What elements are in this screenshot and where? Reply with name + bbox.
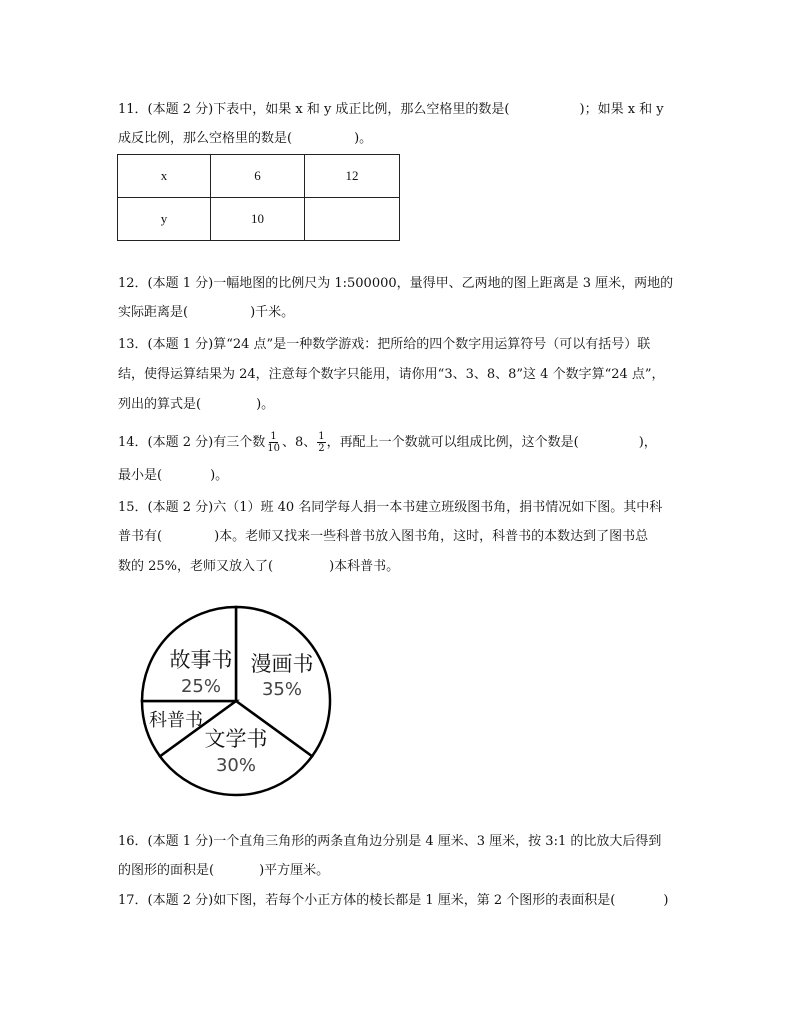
q17-text-b: ): [663, 893, 669, 908]
q14-text-d: )，: [638, 435, 657, 450]
q16-text-b: )平方厘米。: [259, 863, 330, 878]
pie-slice-label: 科普书: [149, 710, 203, 731]
table-cell: 10: [211, 198, 305, 241]
fraction-one-half: [317, 431, 325, 454]
q12-line2: [118, 303, 294, 323]
q17-line1: [118, 891, 668, 911]
q14-text-a: 14．(本题 2 分)有三个数: [118, 435, 266, 450]
table-row: [118, 155, 400, 198]
pie-slice-percent: 25%: [180, 676, 222, 697]
q15-text-d: )本科普书。: [329, 559, 400, 574]
fraction-denominator: 10: [267, 443, 280, 454]
q14-line2: [118, 466, 228, 486]
q15-line1: 15．(本题 2 分)六（1）班 40 名同学每人捐一本书建立班级图书角，捐书情况如下图。其中科: [118, 500, 663, 515]
q11-text-d: )。: [354, 131, 373, 146]
q13-text-a: 列出的算式是(: [118, 397, 202, 412]
book-pie-chart: [136, 605, 336, 805]
q11-text-a: 11．(本题 2 分)下表中，如果 x 和 y 成正比例，那么空格里的数是(: [118, 102, 510, 117]
q13-text-b: )。: [256, 397, 275, 412]
q15-line2: [118, 527, 648, 547]
q11-line2: [118, 129, 372, 149]
table-row: [118, 198, 400, 241]
q14-text-c: ，再配上一个数就可以组成比例，这个数是(: [326, 435, 579, 450]
q11-table: [117, 154, 400, 241]
fraction-one-tenth: [266, 431, 281, 454]
q16-line1: 16．(本题 1 分)一个直角三角形的两条直角边分别是 4 厘米、3 厘米，按 3:1 的比放大后得到: [118, 834, 662, 849]
q15-line3: [118, 557, 399, 577]
q14-text-b: 、8、: [281, 435, 317, 450]
pie-slice-percent: 35%: [261, 679, 303, 700]
q14-text-e: 最小是(: [118, 468, 163, 483]
pie-slice-percent: 30%: [215, 755, 257, 776]
table-cell: y: [118, 198, 211, 241]
q12-line1: 12．(本题 1 分)一幅地图的比例尺为 1:500000，量得甲、乙两地的图上距离是 3 厘米，两地的: [118, 276, 674, 291]
q15-text-b: )本。老师又找来一些科普书放入图书角，这时，科普书的本数达到了图书总: [214, 529, 649, 544]
q12-text-b: )千米。: [250, 305, 295, 320]
fraction-numerator: 1: [270, 431, 277, 442]
fraction-denominator: 2: [318, 443, 325, 454]
pie-slice-label: 故事书: [169, 648, 233, 672]
pie-slice-label: 漫画书: [250, 652, 314, 676]
table-cell: [305, 198, 400, 241]
q11-line1: [118, 100, 664, 120]
pie-slice-label: 文学书: [204, 727, 268, 751]
q15-text-c: 数的 25%，老师又放入了(: [118, 559, 274, 574]
q13-line2: 结，使得运算结果为 24，注意每个数字只能用，请你用“3、3、8、8”这 4 个数字算“24 点”，: [118, 367, 665, 382]
q13-line3: [118, 395, 274, 415]
q13-line1: 13．(本题 1 分)算“24 点”是一种数学游戏：把所给的四个数字用运算符号（可以有括号）联: [118, 337, 651, 352]
fraction-numerator: 1: [318, 431, 325, 442]
q17-text-a: 17．(本题 2 分)如下图，若每个小正方体的棱长都是 1 厘米，第 2 个图形的表面积是(: [118, 893, 616, 908]
q11-text-c: 成反比例，那么空格里的数是(: [118, 131, 293, 146]
q15-text-a: 普书有(: [118, 529, 163, 544]
table-cell: 12: [305, 155, 400, 198]
table-cell: x: [118, 155, 211, 198]
q14-line1: [118, 430, 657, 456]
q16-line2: [118, 861, 329, 881]
q14-text-f: )。: [210, 468, 229, 483]
table-cell: 6: [211, 155, 305, 198]
q16-text-a: 的图形的面积是(: [118, 863, 215, 878]
q12-text-a: 实际距离是(: [118, 305, 189, 320]
q11-text-b: )；如果 x 和 y: [579, 102, 664, 117]
